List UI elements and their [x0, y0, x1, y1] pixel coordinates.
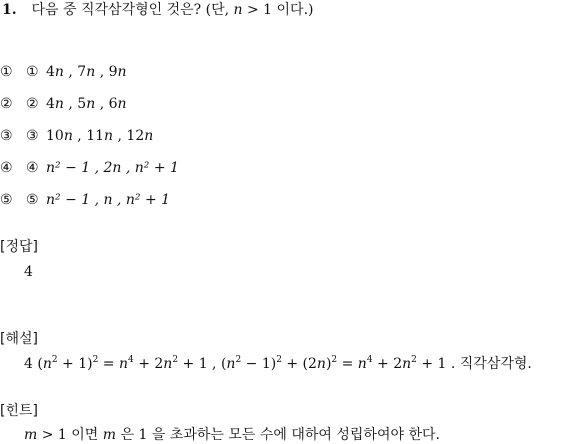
option-3-marker: ③	[0, 128, 13, 144]
question-number: 1.	[2, 2, 17, 18]
option-4-inner-marker: ④	[26, 160, 39, 176]
option-5-text: n² − 1 , n , n² + 1	[46, 192, 171, 208]
question-text: 다음 중 직각삼각형인 것은? (단,	[31, 2, 234, 18]
question-line	[2, 1, 313, 19]
option-3-text: 10n , 11n , 12n	[46, 128, 154, 144]
answer-label: [정답]	[0, 239, 38, 255]
option-3-inner-marker: ③	[26, 128, 39, 144]
hint-label: [힌트]	[0, 403, 38, 419]
option-1-inner-marker: ①	[26, 64, 39, 80]
question-var: n	[233, 2, 243, 18]
question-condition: > 1 이다.)	[242, 2, 314, 18]
option-2[interactable]	[0, 95, 127, 113]
option-4-marker: ④	[0, 160, 13, 176]
explanation-text: 4 $(n^2 + 1)^2 = n^4 + 2n^2 + 1$ , $(n^2 - 1)^2 + (2n)^2 = n^4 + 2n^2 + 1$ . 직각삼각형.	[24, 355, 532, 372]
option-2-text: 4n , 5n , 6n	[46, 96, 127, 112]
option-5-marker: ⑤	[0, 192, 13, 208]
answer-value: 4	[24, 264, 33, 280]
explanation-label: [해설]	[0, 331, 38, 347]
option-1[interactable]	[0, 63, 127, 81]
option-2-inner-marker: ②	[26, 96, 39, 112]
option-4[interactable]	[0, 159, 179, 177]
option-5-inner-marker: ⑤	[26, 192, 39, 208]
option-5[interactable]	[0, 191, 170, 209]
hint-var-1: m	[24, 427, 38, 443]
option-2-marker: ②	[0, 96, 13, 112]
explanation-lead: 4	[24, 356, 33, 372]
hint-text: m > 1 이면 m 은 1 을 초과하는 모든 수에 대하여 성립하여야 한다.	[24, 427, 440, 443]
option-1-text: 4n , 7n , 9n	[46, 64, 127, 80]
option-1-marker: ①	[0, 64, 13, 80]
hint-var-2: m	[102, 427, 117, 443]
option-3[interactable]	[0, 127, 153, 145]
explanation-conclusion: 직각삼각형.	[459, 356, 532, 372]
option-4-text: n² − 1 , 2n , n² + 1	[46, 160, 179, 176]
